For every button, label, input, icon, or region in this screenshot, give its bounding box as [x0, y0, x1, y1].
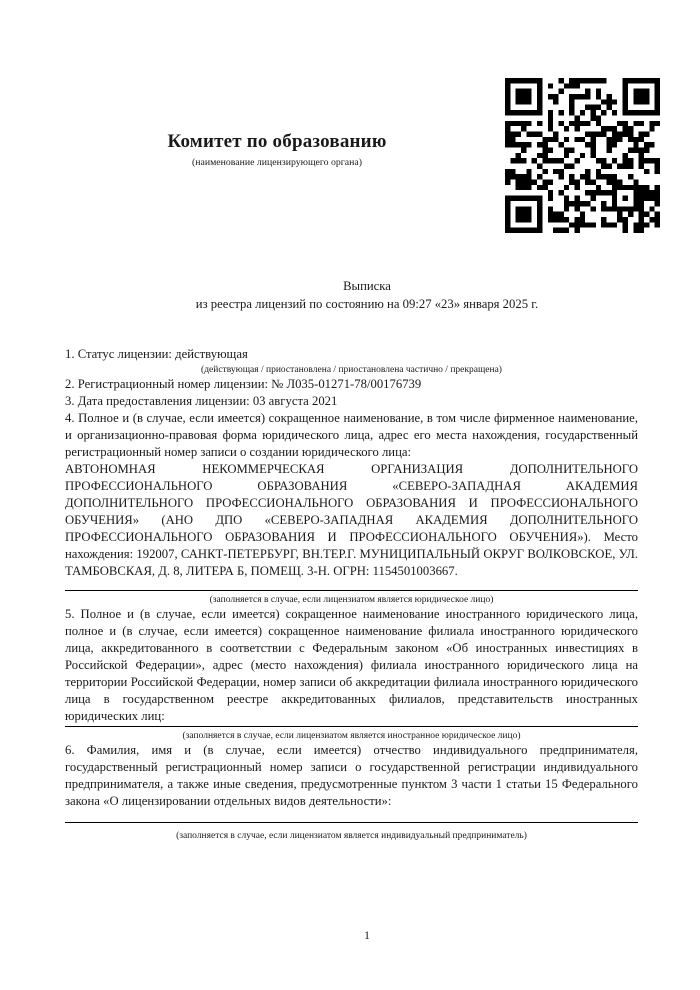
- document-title-line1: Выписка: [343, 279, 391, 293]
- registration-number-line: 2. Регистрационный номер лицензии: № Л035-01271-78/00176739: [65, 377, 422, 391]
- licensing-authority-caption: (наименование лицензирующего органа): [191, 157, 362, 168]
- document-body: [65, 346, 638, 842]
- document-title-line2: из реестра лицензий по состоянию на 09:27 «23» января 2025 г.: [195, 297, 539, 311]
- entrepreneur-caption: (заполняется в случае, если лицензиатом является индивидуальный предприниматель): [176, 831, 527, 841]
- foreign-entity-caption: (заполняется в случае, если лицензиатом является иностранное юридическое лицо): [182, 731, 521, 741]
- document-title: [65, 277, 669, 313]
- license-status-line: 1. Статус лицензии: действующая: [65, 347, 248, 361]
- foreign-entity-description: 5. Полное и (в случае, если имеется) сокращенное наименование иностранного юридического лица, полное и (в случае, если имеется) сокращенное наименование филиала иностранного юридического лица, аккредитованного в соответствии с Федеральным законом «Об иностранных инвестициях в Российской Федерации», адрес (место нахождения) филиала иностранного юридического лица на территории Российской Федерации, номер записи об аккредитации филиала иностранного юридического лица в государственном реестре аккредитованных филиалов, представительств иностранных юридических лиц:: [65, 607, 638, 723]
- qr-code-icon: [505, 78, 660, 233]
- licensing-authority-name: Комитет по образованию: [167, 131, 387, 152]
- entrepreneur-description: 6. Фамилия, имя и (в случае, если имеется) отчество индивидуального предпринимателя, государственный регистрационный номер записи о государственной регистрации индивидуального предпринимателя, а также иные сведения, предусмотренные пунктом 3 части 1 статьи 15 Федерального закона «О лицензировании отдельных видов деятельности»:: [65, 743, 638, 808]
- legal-entity-rule: [65, 590, 638, 591]
- legal-entity-caption: (заполняется в случае, если лицензиатом является юридическое лицо): [209, 595, 494, 605]
- license-status-caption: (действующая / приостановлена / приостановлена частично / прекращена): [201, 365, 502, 375]
- entrepreneur-rule: [65, 822, 638, 823]
- licensing-authority-block: [65, 131, 489, 169]
- legal-entity-description: 4. Полное и (в случае, если имеется) сокращенное наименование, в том числе фирменное наименование, и организационно-правовая форма юридического лица, адрес его места нахождения, государственный регистрационный номер записи о создании юридического лица:: [65, 411, 638, 459]
- grant-date-line: 3. Дата предоставления лицензии: 03 августа 2021: [65, 394, 338, 408]
- page-number: 1: [364, 928, 370, 942]
- foreign-entity-rule: [65, 726, 638, 727]
- legal-entity-value: АВТОНОМНАЯ НЕКОММЕРЧЕСКАЯ ОРГАНИЗАЦИЯ ДОПОЛНИТЕЛЬНОГО ПРОФЕССИОНАЛЬНОГО ОБРАЗОВАНИЯ «СЕВЕРО-ЗАПАДНАЯ АКАДЕМИЯ ДОПОЛНИТЕЛЬНОГО ПРОФЕССИОНАЛЬНОГО ОБРАЗОВАНИЯ И ПРОФЕССИОНАЛЬНОГО ОБУЧЕНИЯ» (АНО ДПО «СЕВЕРО-ЗАПАДНАЯ АКАДЕМИЯ ДОПОЛНИТЕЛЬНОГО ПРОФЕССИОНАЛЬНОГО ОБРАЗОВАНИЯ И ПРОФЕССИОНАЛЬНОГО ОБУЧЕНИЯ»). Место нахождения: 192007, САНКТ-ПЕТЕРБУРГ, ВН.ТЕР.Г. МУНИЦИПАЛЬНЫЙ ОКРУГ ВОЛКОВСКОЕ, УЛ. ТАМБОВСКАЯ, Д. 8, ЛИТЕРА Б, ПОМЕЩ. 3-Н. ОГРН: 1154501003667.: [65, 462, 638, 578]
